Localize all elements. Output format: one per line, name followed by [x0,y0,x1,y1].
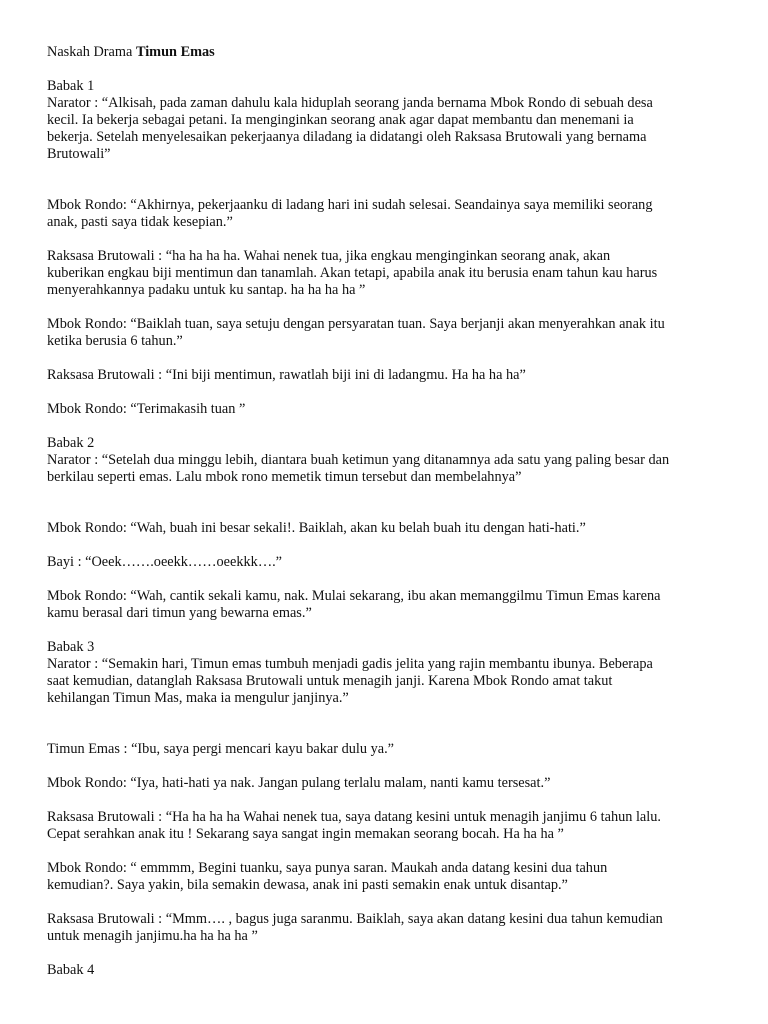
text-line: kuberikan engkau biji mentimun dan tanamlah. Akan tetapi, apabila anak itu berusia enam tahun kau harus [47,265,658,281]
title-bold: Timun Emas [135,44,215,60]
text-line: kamu berasal dari timun yang bewarna emas.” [47,605,312,621]
text-line: Mbok Rondo: “Baiklah tuan, saya setuju dengan persyaratan tuan. Saya berjanji akan menyerahkan anak itu [47,316,665,332]
text-line: bekerja. Setelah menyelesaikan pekerjaanya diladang ia didatangi oleh Raksasa Brutowali yang bernama [47,129,647,145]
dialogue-paragraph [47,911,727,945]
dialogue-paragraph [47,588,727,622]
babak-heading: Babak 4 [47,962,95,978]
dialogue-paragraph [47,316,727,350]
text-line: Raksasa Brutowali : “Ini biji mentimun, rawatlah biji ini di ladangmu. Ha ha ha ha” [47,367,526,383]
text-line: Raksasa Brutowali : “Ha ha ha ha Wahai nenek tua, saya datang kesini untuk menagih janjimu 6 tahun lalu. [47,809,661,825]
text-line: Mbok Rondo: “Wah, buah ini besar sekali!. Baiklah, akan ku belah buah itu dengan hati-hati.” [47,520,586,536]
text-line: saat kemudian, datanglah Raksasa Brutowali untuk menagih janji. Karena Mbok Rondo amat takut [47,673,613,689]
dialogue-paragraph [47,197,727,231]
text-line: kecil. Ia bekerja sebagai petani. Ia menginginkan seorang anak agar dapat membantu dan menemani ia [47,112,634,128]
babak-heading: Babak 2 [47,435,95,451]
dialogue-paragraph [47,860,727,894]
text-line: Mbok Rondo: “Akhirnya, pekerjaanku di ladang hari ini sudah selesai. Seandainya saya memiliki seorang [47,197,653,213]
text-line: anak, pasti saya tidak kesepian.” [47,214,233,230]
text-line: kemudian?. Saya yakin, bila semakin dewasa, anak ini pasti semakin enak untuk disantap.” [47,877,568,893]
dialogue-paragraph [47,520,727,537]
text-line: Mbok Rondo: “Iya, hati-hati ya nak. Jangan pulang terlalu malam, nanti kamu tersesat.” [47,775,551,791]
text-line: Raksasa Brutowali : “ha ha ha ha. Wahai nenek tua, jika engkau menginginkan seorang anak, akan [47,248,611,264]
babak-section [47,78,727,163]
dialogue-paragraph [47,401,727,418]
babak-section [47,435,727,486]
text-line: berkilau seperti emas. Lalu mbok rono memetik timun tersebut dan membelahnya” [47,469,522,485]
babak-heading: Babak 1 [47,78,95,94]
text-line: Mbok Rondo: “ emmmm, Begini tuanku, saya punya saran. Maukah anda datang kesini dua tahun [47,860,608,876]
text-line: Narator : “Alkisah, pada zaman dahulu kala hiduplah seorang janda bernama Mbok Rondo di sebuah desa [47,95,653,111]
text-line: menyerahkannya padaku untuk ku santap. ha ha ha ha ” [47,282,366,298]
dialogue-paragraph [47,775,727,792]
text-line: Narator : “Semakin hari, Timun emas tumbuh menjadi gadis jelita yang rajin membantu ibunya. Beberapa [47,656,653,672]
babak-section [47,639,727,707]
title-prefix: Naskah Drama [47,44,136,60]
dialogue-paragraph [47,248,727,299]
babak-section [47,962,727,979]
text-line: Narator : “Setelah dua minggu lebih, diantara buah ketimun yang ditanamnya ada satu yang paling besar dan [47,452,670,468]
dialogue-paragraph [47,809,727,843]
script-body [47,78,727,979]
babak-heading: Babak 3 [47,639,95,655]
text-line: untuk menagih janjimu.ha ha ha ha ” [47,928,258,944]
text-line: Raksasa Brutowali : “Mmm…. , bagus juga saranmu. Baiklah, saya akan datang kesini dua tahun kemudian [47,911,663,927]
text-line: Timun Emas : “Ibu, saya pergi mencari kayu bakar dulu ya.” [47,741,395,757]
text-line: Cepat serahkan anak itu ! Sekarang saya sangat ingin memakan seorang bocah. Ha ha ha ” [47,826,564,842]
text-line: Mbok Rondo: “Terimakasih tuan ” [47,401,246,417]
text-line: Mbok Rondo: “Wah, cantik sekali kamu, nak. Mulai sekarang, ibu akan memanggilmu Timun Emas karena [47,588,661,604]
text-line: Brutowali” [47,146,111,162]
text-line: Bayi : “Oeek…….oeekk……oeekkk….” [47,554,283,570]
text-line: ketika berusia 6 tahun.” [47,333,183,349]
document-title [47,44,727,61]
script-document [47,44,727,979]
text-line: kehilangan Timun Mas, maka ia mengulur janjinya.” [47,690,349,706]
dialogue-paragraph [47,367,727,384]
dialogue-paragraph [47,554,727,571]
dialogue-paragraph [47,741,727,758]
